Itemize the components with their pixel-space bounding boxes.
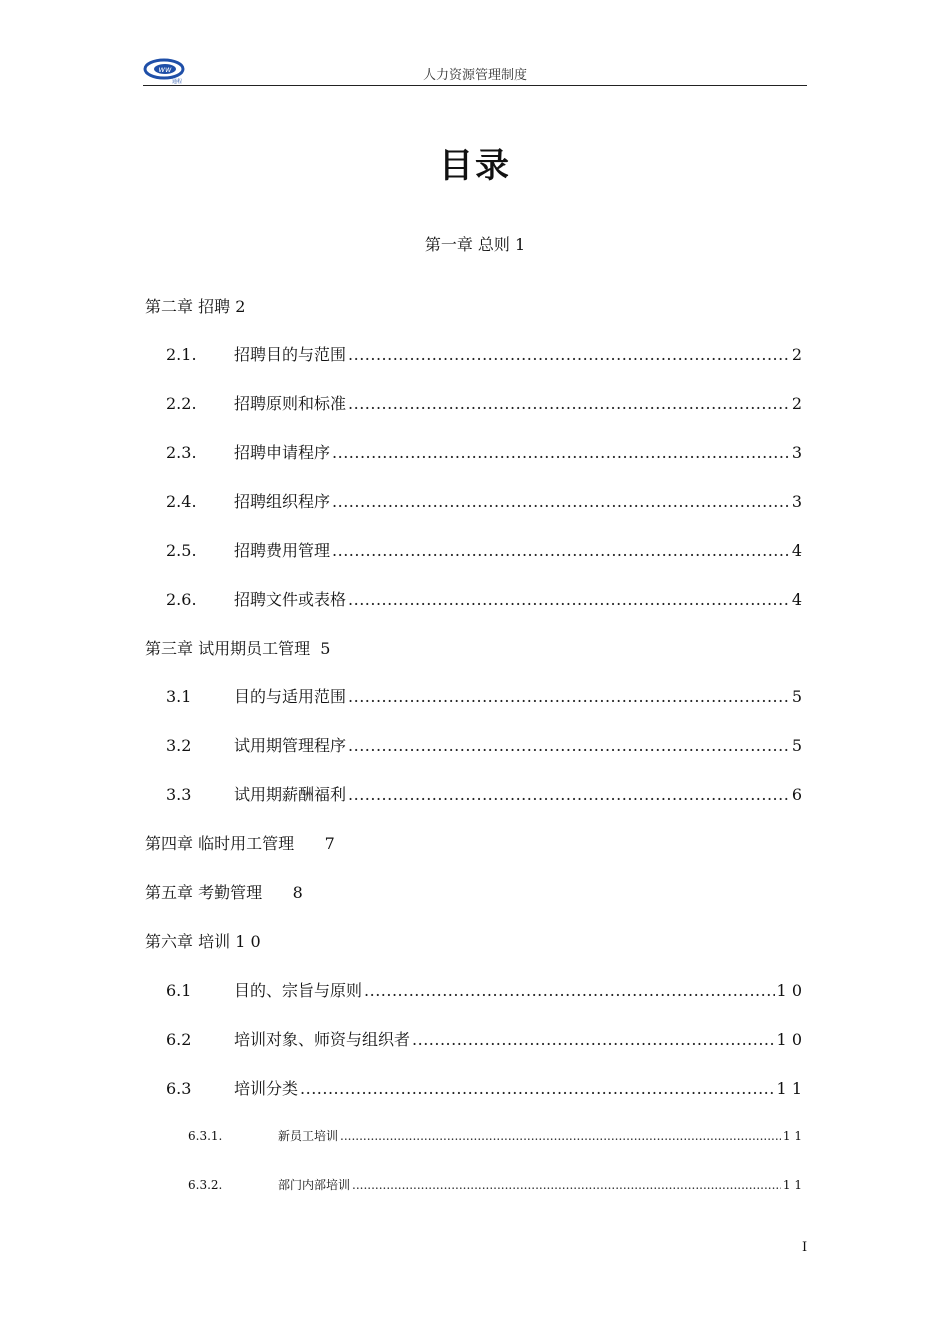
toc-entry[interactable]	[166, 391, 802, 414]
entry-page: 2	[791, 394, 802, 413]
dot-leader	[340, 1129, 781, 1143]
entry-page: 1 1	[776, 1079, 802, 1098]
entry-label: 招聘文件或表格	[234, 590, 347, 609]
entry-number: 6.3.1.	[188, 1129, 223, 1143]
toc-entry[interactable]	[166, 440, 802, 463]
entry-number: 2.4.	[166, 492, 197, 511]
entry-label: 试用期管理程序	[234, 736, 347, 755]
toc-subentry[interactable]	[188, 1176, 802, 1193]
entry-label: 部门内部培训	[278, 1178, 351, 1192]
entry-page: 1 1	[782, 1129, 802, 1143]
toc-chapter-2[interactable]	[145, 294, 245, 317]
chapter-label: 第三章 试用期员工管理	[145, 639, 311, 658]
entry-label: 新员工培训	[278, 1129, 339, 1143]
toc-entry[interactable]	[166, 342, 802, 365]
chapter-label: 第六章 培训	[145, 932, 231, 951]
entry-page: 5	[791, 687, 802, 706]
svg-text:ww: ww	[158, 65, 172, 74]
entry-number: 6.3	[166, 1079, 192, 1098]
entry-label: 目的、宗旨与原则	[234, 981, 363, 1000]
entry-page: 4	[791, 590, 802, 609]
chapter-page: 7	[324, 834, 335, 853]
entry-page: 1 1	[782, 1178, 802, 1192]
toc-chapter-3[interactable]	[145, 636, 330, 659]
toc-title: 目录	[439, 146, 511, 186]
toc-chapter-5[interactable]	[145, 880, 303, 903]
entry-label: 招聘原则和标准	[234, 394, 347, 413]
chapter-page: 1	[515, 235, 526, 254]
svg-text:通程: 通程	[171, 79, 183, 84]
entry-page: 2	[791, 345, 802, 364]
entry-page: 4	[791, 541, 802, 560]
entry-label: 试用期薪酬福利	[234, 785, 347, 804]
toc-entry[interactable]	[166, 1027, 802, 1050]
entry-number: 6.1	[166, 981, 192, 1000]
dot-leader	[332, 492, 790, 511]
entry-label: 招聘申请程序	[234, 443, 331, 462]
entry-label: 招聘组织程序	[234, 492, 331, 511]
entry-number: 2.6.	[166, 590, 197, 609]
chapter-page: 2	[235, 297, 246, 316]
entry-number: 3.2	[166, 736, 192, 755]
toc-entry[interactable]	[166, 489, 802, 512]
dot-leader	[332, 443, 790, 462]
entry-page: 3	[791, 443, 802, 462]
entry-number: 3.3	[166, 785, 192, 804]
toc-subentry[interactable]	[188, 1127, 802, 1144]
entry-page: 3	[791, 492, 802, 511]
toc-chapter-1[interactable]	[0, 232, 950, 255]
entry-label: 培训分类	[234, 1079, 299, 1098]
entry-label: 招聘目的与范围	[234, 345, 347, 364]
toc-entry[interactable]	[166, 538, 802, 561]
page-number: I	[802, 1240, 808, 1255]
entry-number: 2.2.	[166, 394, 197, 413]
chapter-label: 第二章 招聘	[145, 297, 231, 316]
toc-chapter-6[interactable]	[145, 929, 261, 952]
chapter-page: 8	[292, 883, 303, 902]
dot-leader	[348, 394, 790, 413]
dot-leader	[348, 590, 790, 609]
entry-label: 培训对象、师资与组织者	[234, 1030, 411, 1049]
entry-label: 招聘费用管理	[234, 541, 331, 560]
toc-entry[interactable]	[166, 1076, 802, 1099]
chapter-page: 5	[320, 639, 331, 658]
entry-number: 3.1	[166, 687, 192, 706]
toc-entry[interactable]	[166, 782, 802, 805]
dot-leader	[412, 1030, 775, 1049]
entry-number: 6.2	[166, 1030, 192, 1049]
dot-leader	[300, 1079, 775, 1098]
entry-number: 2.5.	[166, 541, 197, 560]
dot-leader	[364, 981, 775, 1000]
entry-label: 目的与适用范围	[234, 687, 347, 706]
chapter-label: 第一章 总则	[424, 235, 510, 254]
dot-leader	[332, 541, 790, 560]
entry-page: 6	[791, 785, 802, 804]
page-header	[143, 56, 807, 86]
entry-page: 5	[791, 736, 802, 755]
chapter-label: 第五章 考勤管理	[145, 883, 263, 902]
entry-number: 6.3.2.	[188, 1178, 223, 1192]
toc-entry[interactable]	[166, 733, 802, 756]
entry-page: 1 0	[776, 1030, 802, 1049]
dot-leader	[348, 687, 790, 706]
toc-chapter-4[interactable]	[145, 831, 335, 854]
toc-entry[interactable]	[166, 684, 802, 707]
toc-entry[interactable]	[166, 978, 802, 1001]
dot-leader	[348, 736, 790, 755]
dot-leader	[348, 345, 790, 364]
toc-entry[interactable]	[166, 587, 802, 610]
dot-leader	[352, 1178, 781, 1192]
entry-page: 1 0	[776, 981, 802, 1000]
dot-leader	[348, 785, 790, 804]
chapter-label: 第四章 临时用工管理	[145, 834, 295, 853]
entry-number: 2.1.	[166, 345, 197, 364]
chapter-page: 1 0	[235, 932, 261, 951]
header-title: 人力资源管理制度	[422, 68, 527, 83]
entry-number: 2.3.	[166, 443, 197, 462]
